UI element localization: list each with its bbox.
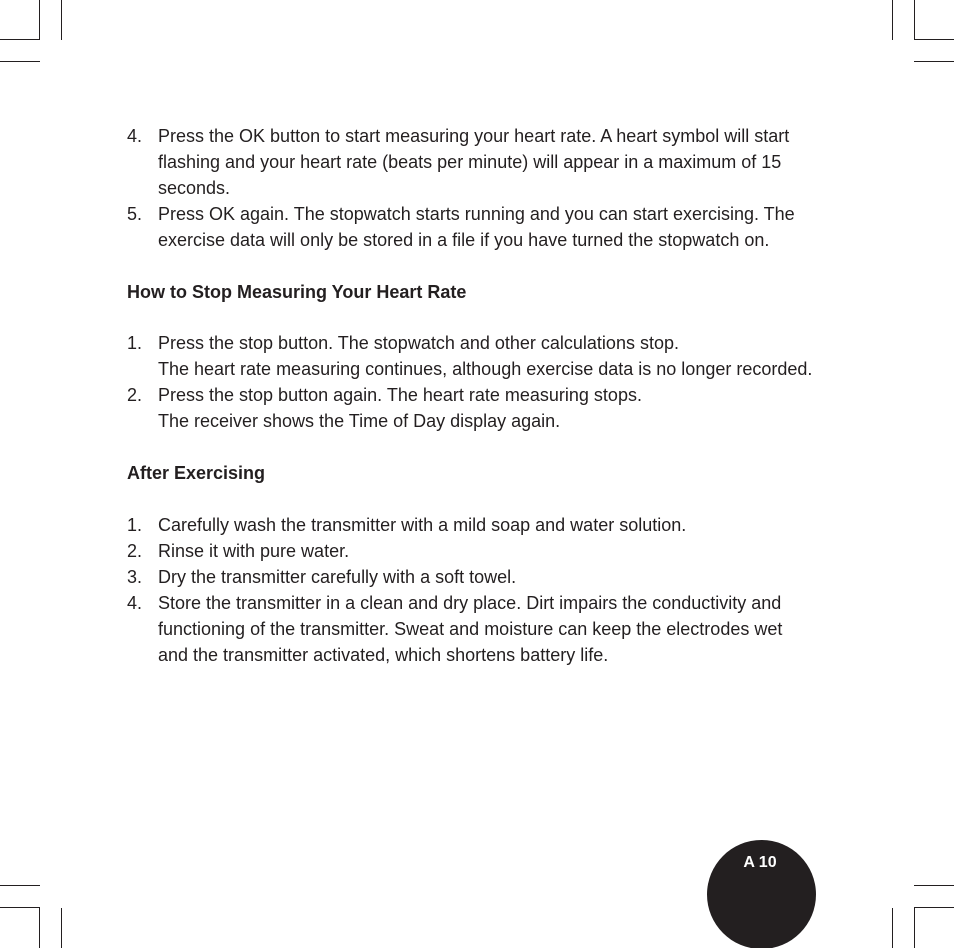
step-number: 1. <box>127 514 143 535</box>
step-number: 2. <box>127 540 143 561</box>
crop-mark <box>0 885 40 886</box>
step-text: The receiver shows the Time of Day display again. <box>158 411 561 432</box>
step-text: Rinse it with pure water. <box>158 540 350 561</box>
spacer <box>127 435 817 461</box>
page-number-badge <box>707 840 816 948</box>
step-number: 4. <box>127 126 143 146</box>
crop-mark <box>914 885 954 886</box>
list-item <box>127 124 817 202</box>
crop-mark <box>39 908 40 948</box>
crop-mark <box>892 0 893 40</box>
spacer <box>127 254 817 280</box>
step-number: 1. <box>127 333 143 354</box>
step-text: Press the stop button again. The heart rate measuring stops. <box>158 385 642 406</box>
crop-mark <box>914 907 954 908</box>
crop-mark <box>914 0 915 40</box>
step-number: 5. <box>127 203 143 224</box>
list-item <box>127 565 817 591</box>
step-text: The heart rate measuring continues, although exercise data is no longer recorded. <box>158 359 813 380</box>
page-number: A 10 <box>743 854 777 871</box>
crop-mark <box>61 0 62 40</box>
crop-mark <box>0 39 40 40</box>
spacer <box>127 487 817 513</box>
step-text: Press the stop button. The stopwatch and other calculations stop. <box>158 333 679 354</box>
crop-mark <box>914 908 915 948</box>
list-item <box>127 383 817 435</box>
step-text: Dry the transmitter carefully with a soft towel. <box>158 566 517 587</box>
list-item <box>127 539 817 565</box>
crop-mark <box>61 908 62 948</box>
after-steps-list <box>127 513 817 668</box>
step-number: 3. <box>127 566 143 587</box>
step-text: Press OK again. The stopwatch starts running and you can start exercising. The exercise data will only be stored in a file if you have turned the stopwatch on. <box>158 203 795 250</box>
step-text: Press the OK button to start measuring your heart rate. A heart symbol will start flashing and your heart rate (beats per minute) will appear in a maximum of 15 seconds. <box>158 126 790 198</box>
step-text: Carefully wash the transmitter with a mild soap and water solution. <box>158 514 687 535</box>
crop-mark <box>0 61 40 62</box>
step-number: 2. <box>127 385 143 406</box>
page-body <box>127 124 817 668</box>
start-steps-list <box>127 124 817 254</box>
list-item <box>127 513 817 539</box>
spacer <box>127 305 817 331</box>
crop-mark <box>914 39 954 40</box>
list-item <box>127 202 817 254</box>
step-number: 4. <box>127 592 143 613</box>
stop-steps-list <box>127 331 817 435</box>
crop-mark <box>0 907 40 908</box>
list-item <box>127 331 817 383</box>
section-heading-after: After Exercising <box>127 463 266 484</box>
step-text: Store the transmitter in a clean and dry place. Dirt impairs the conductivity and functioning of the transmitter. Sweat and moisture can keep the electrodes wet and the transmitter activated, which shortens battery life. <box>158 592 783 665</box>
crop-mark <box>892 908 893 948</box>
list-item <box>127 591 817 669</box>
crop-mark <box>914 61 954 62</box>
crop-mark <box>39 0 40 40</box>
section-heading-stop: How to Stop Measuring Your Heart Rate <box>127 281 467 302</box>
